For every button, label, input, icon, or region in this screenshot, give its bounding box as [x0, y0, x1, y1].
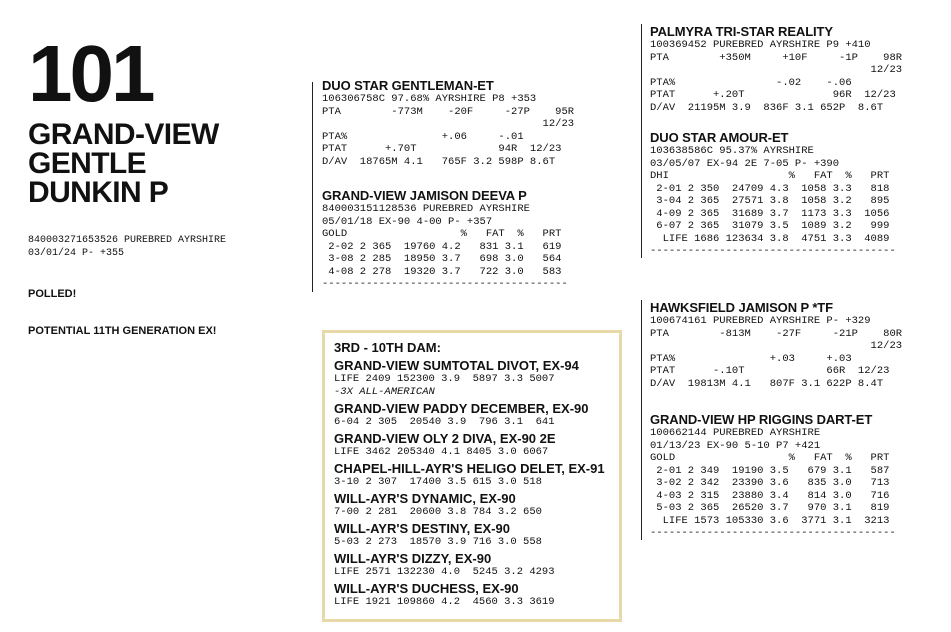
sire-dam-line: 103638586C 95.37% AYRSHIRE	[650, 145, 814, 157]
dam-sire-line: 100674161 PUREBRED AYRSHIRE P- +329	[650, 315, 871, 327]
dam-entry-line: LIFE 2571 132230 4.0 5245 3.2 4293	[334, 566, 555, 578]
dam-dam-line: 01/13/23 EX-90 5-10 P7 +421	[650, 439, 821, 452]
dam-entry-name: GRAND-VIEW PADDY DECEMBER, EX-90	[334, 401, 589, 416]
sire-line: PTAT +.70T 94R 12/23	[322, 143, 562, 155]
animal-name-line-1: GRAND-VIEW	[28, 118, 219, 151]
dam-sire-block	[650, 300, 902, 390]
sire-dam-line: 3-04 2 365 27571 3.8 1058 3.2 895	[650, 195, 890, 207]
dam-entry-award: -3X ALL-AMERICAN	[334, 386, 435, 398]
sire-block	[322, 78, 574, 168]
dam-sire-line: 12/23	[650, 340, 903, 352]
dam-dam-block	[650, 412, 896, 540]
dam-dam-line: 5-03 2 365 26520 3.7 970 3.1 819	[650, 502, 890, 514]
dam-sire-line: PTAT -.10T 66R 12/23	[650, 365, 890, 377]
dam-line: ---------------------------------------	[322, 278, 568, 290]
dam-name: GRAND-VIEW JAMISON DEEVA P	[322, 188, 527, 203]
sire-sire-line: 12/23	[650, 64, 903, 76]
animal-name-line-2: GENTLE	[28, 147, 147, 180]
note-polled: POLLED!	[28, 288, 77, 300]
animal-reg-line: 840003271653526 PUREBRED AYRSHIRE	[28, 235, 227, 246]
dam-dam-line: 3-02 2 342 23390 3.6 835 3.0 713	[650, 477, 890, 489]
dam-entry-name: WILL-AYR'S DESTINY, EX-90	[334, 521, 510, 536]
dam-line: GOLD % FAT % PRT	[322, 228, 562, 240]
dam-dam-line: LIFE 1573 105330 3.6 3771 3.1 3213	[650, 514, 890, 527]
sire-line: PTA% +.06 -.01	[322, 130, 524, 143]
animal-name-line-3: DUNKIN P	[28, 176, 169, 209]
dam-entry-line: 7-00 2 281 20600 3.8 784 3.2 650	[334, 506, 542, 518]
sire-name: DUO STAR GENTLEMAN-ET	[322, 78, 494, 93]
sire-sire-line: PTA +350M +10F -1P 98R	[650, 51, 903, 64]
dams-box	[322, 330, 622, 622]
dam-line: 05/01/18 EX-90 4-00 P- +357	[322, 215, 493, 228]
dam-entry-line: LIFE 2409 152300 3.9 5897 3.3 5007	[334, 373, 555, 385]
sire-dam-line: 2-01 2 350 24709 4.3 1058 3.3 818	[650, 182, 890, 195]
dams-box-title: 3RD - 10TH DAM:	[334, 340, 441, 355]
dam-sire-line: PTA% +.03 +.03	[650, 352, 852, 365]
dam-dam-line: 100662144 PUREBRED AYRSHIRE	[650, 427, 821, 439]
pedigree-bracket-right-bottom	[641, 300, 642, 540]
sire-sire-line: PTAT +.20T 96R 12/23	[650, 89, 896, 101]
dam-sire-name: HAWKSFIELD JAMISON P *TF	[650, 300, 833, 315]
dam-entry-name: CHAPEL-HILL-AYR'S HELIGO DELET, EX-91	[334, 461, 605, 476]
sire-dam-block	[650, 130, 896, 258]
dam-entry-name: GRAND-VIEW SUMTOTAL DIVOT, EX-94	[334, 358, 579, 373]
dam-dam-line: 4-03 2 315 23880 3.4 814 3.0 716	[650, 489, 890, 502]
sire-sire-block	[650, 24, 902, 114]
sire-dam-line: 03/05/07 EX-94 2E 7-05 P- +390	[650, 157, 840, 170]
dam-block	[322, 188, 568, 291]
dam-sire-line: D/AV 19813M 4.1 807F 3.1 622P 8.4T	[650, 377, 884, 390]
sire-line: PTA -773M -20F -27P 95R	[322, 105, 575, 118]
sire-sire-line: PTA% -.02 -.06	[650, 76, 852, 89]
pedigree-bracket-right-top	[641, 24, 642, 258]
sire-line: D/AV 18765M 4.1 765F 3.2 598P 8.6T	[322, 155, 556, 168]
dam-dam-line: 2-01 2 349 19190 3.5 679 3.1 587	[650, 464, 890, 477]
sire-line: 106306758C 97.68% AYRSHIRE P8 +353	[322, 93, 537, 105]
sire-dam-line: DHI % FAT % PRT	[650, 170, 890, 182]
dam-entry-line: 6-04 2 305 20540 3.9 796 3.1 641	[334, 416, 555, 428]
sire-dam-line: 4-09 2 365 31689 3.7 1173 3.3 1056	[650, 207, 890, 220]
dam-line: 840003151128536 PUREBRED AYRSHIRE	[322, 203, 530, 215]
sire-line: 12/23	[322, 118, 575, 130]
dam-dam-line: GOLD % FAT % PRT	[650, 452, 890, 464]
dam-sire-line: PTA -813M -27F -21P 80R	[650, 327, 903, 340]
sire-dam-line: 6-07 2 365 31079 3.5 1089 3.2 999	[650, 220, 890, 232]
dam-entry-line: 3-10 2 307 17400 3.5 615 3.0 518	[334, 476, 542, 488]
dam-line: 3-08 2 285 18950 3.7 698 3.0 564	[322, 253, 562, 265]
lot-number: 101	[28, 29, 153, 118]
pedigree-bracket-left	[312, 82, 313, 292]
dam-entry-name: GRAND-VIEW OLY 2 DIVA, EX-90 2E	[334, 431, 556, 446]
dam-line: 4-08 2 278 19320 3.7 722 3.0 583	[322, 265, 562, 278]
sire-sire-name: PALMYRA TRI-STAR REALITY	[650, 24, 833, 39]
dam-entry-name: WILL-AYR'S DIZZY, EX-90	[334, 551, 492, 566]
animal-birth-line: 03/01/24 P- +355	[28, 248, 125, 259]
dam-entry-name: WILL-AYR'S DYNAMIC, EX-90	[334, 491, 516, 506]
dam-line: 2-02 2 365 19760 4.2 831 3.1 619	[322, 240, 562, 253]
sire-dam-line: ---------------------------------------	[650, 245, 896, 257]
sire-dam-name: DUO STAR AMOUR-ET	[650, 130, 789, 145]
sire-sire-line: 100369452 PUREBRED AYRSHIRE P9 +410	[650, 39, 871, 51]
note-generation: POTENTIAL 11TH GENERATION EX!	[28, 325, 217, 337]
dam-entry-line: LIFE 1921 109860 4.2 4560 3.3 3619	[334, 596, 555, 608]
dam-entry-name: WILL-AYR'S DUCHESS, EX-90	[334, 581, 519, 596]
dam-dam-line: ---------------------------------------	[650, 527, 896, 539]
sire-sire-line: D/AV 21195M 3.9 836F 3.1 652P 8.6T	[650, 101, 884, 114]
sire-dam-line: LIFE 1686 123634 3.8 4751 3.3 4089	[650, 232, 890, 245]
dam-entry-line: 5-03 2 273 18570 3.9 716 3.0 558	[334, 536, 542, 548]
animal-name	[28, 120, 219, 207]
dam-entry-line: LIFE 3462 205340 4.1 8405 3.0 6067	[334, 446, 549, 458]
dam-dam-name: GRAND-VIEW HP RIGGINS DART-ET	[650, 412, 873, 427]
